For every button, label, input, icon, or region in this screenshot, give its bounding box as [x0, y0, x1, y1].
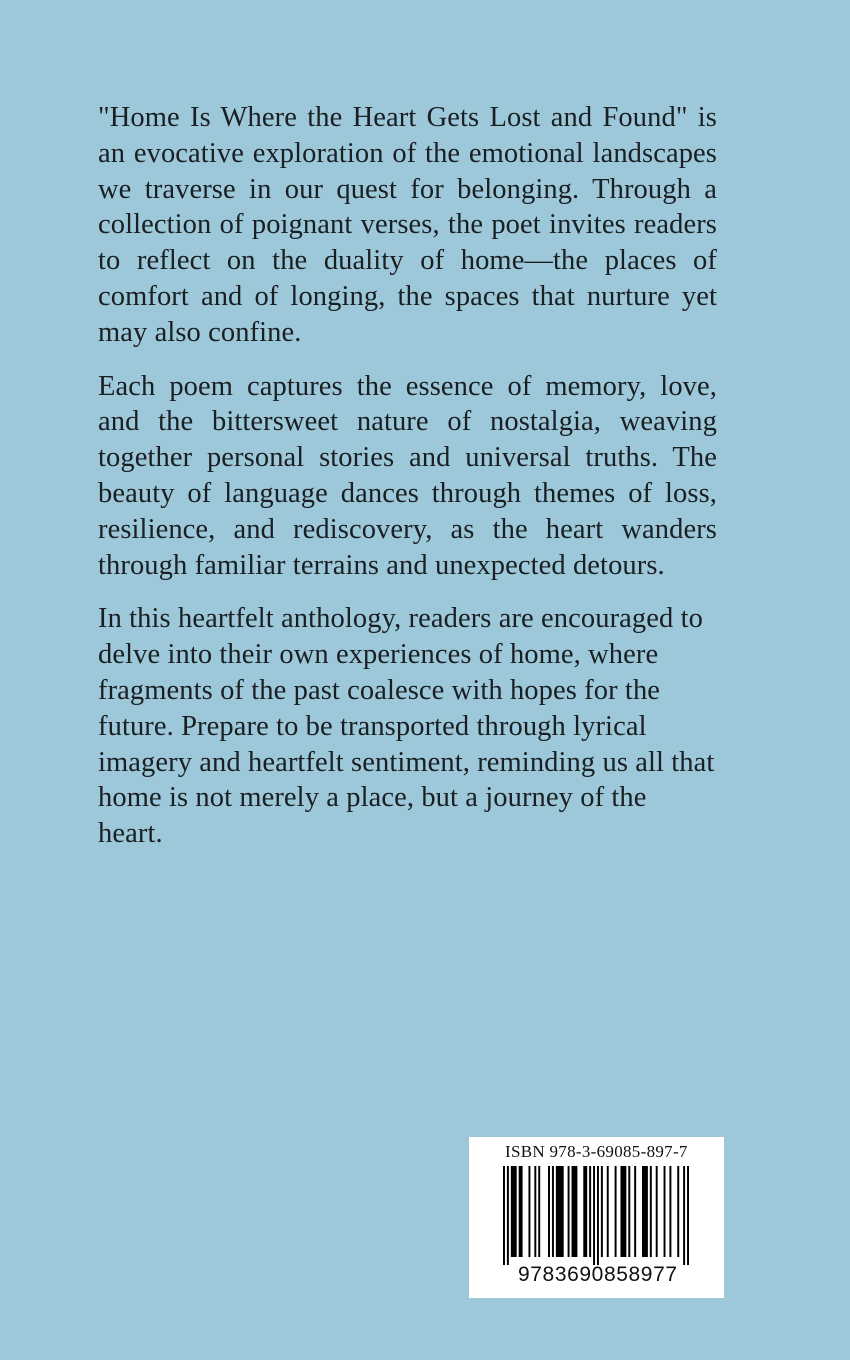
- barcode-bar: [664, 1166, 666, 1257]
- barcode-bar: [552, 1166, 554, 1257]
- barcode-bar: [642, 1166, 648, 1257]
- barcode-bar: [528, 1166, 530, 1257]
- barcode-bar: [687, 1166, 689, 1265]
- barcode-bar: [568, 1166, 570, 1257]
- barcode-bar: [507, 1166, 509, 1265]
- barcode-bar: [534, 1166, 536, 1257]
- barcode-bar: [503, 1166, 505, 1265]
- barcode-bar: [628, 1166, 630, 1257]
- barcode-bar: [601, 1166, 603, 1257]
- blurb-paragraph-2: Each poem captures the essence of memory, love, and the bittersweet nature of nostalgia, weaving together personal stories and universal truths. The beauty of language dances through themes of loss, resilience, and rediscovery, as the heart wanders through familiar terrains and unexpected detours.: [98, 370, 717, 581]
- barcode-digits: 9783690858977: [518, 1263, 678, 1286]
- barcode-bar: [634, 1166, 636, 1257]
- barcode-bar: [607, 1166, 609, 1257]
- barcode-bar: [683, 1166, 685, 1265]
- barcode-bar: [620, 1166, 626, 1257]
- barcode-bar: [656, 1166, 658, 1257]
- blurb-paragraph-1: "Home Is Where the Heart Gets Lost and Found" is an evocative exploration of the emotional landscapes we traverse in our quest for belonging. Through a collection of poignant verses, the poet invites readers to reflect on the duality of home—the places of comfort and of longing, the spaces that nurture yet may also confine.: [98, 102, 717, 348]
- isbn-label: ISBN 978-3-69085-897-7: [505, 1142, 688, 1161]
- barcode-bar: [669, 1166, 671, 1257]
- barcode-bar: [677, 1166, 679, 1257]
- blurb-paragraph-3: In this heartfelt anthology, readers are encouraged to delve into their own experiences of home, where fragments of the past coalesce with hopes for the future. Prepare to be transported through lyrical imagery and heartfelt sentiment, reminding us all that home is not merely a place, but a journey of the heart.: [98, 603, 715, 850]
- barcode-bar: [597, 1166, 599, 1265]
- barcode-bar: [583, 1166, 587, 1257]
- barcode-bar: [548, 1166, 550, 1257]
- barcode-bar: [519, 1166, 523, 1257]
- barcode-image: [503, 1166, 689, 1265]
- barcode-bar: [650, 1166, 652, 1257]
- barcode-bar: [589, 1166, 591, 1257]
- barcode-bar: [615, 1166, 617, 1257]
- barcode-bar: [572, 1166, 578, 1257]
- barcode-bar: [593, 1166, 595, 1265]
- back-cover-blurb: [98, 100, 717, 870]
- barcode-bar: [556, 1166, 564, 1257]
- barcode-bar: [511, 1166, 517, 1257]
- isbn-barcode-box: [469, 1137, 724, 1298]
- barcode-bar: [538, 1166, 540, 1257]
